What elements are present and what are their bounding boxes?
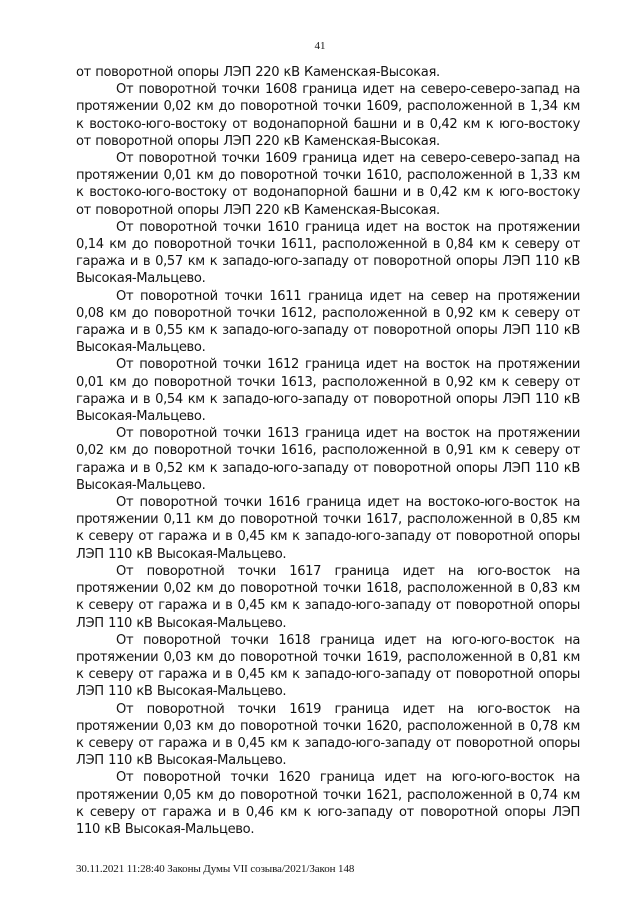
paragraph: От поворотной точки 1611 граница идет на север на протяжении 0,08 км до поворотной точки 1612, расположенной в 0,92 км к северу от гаража и в 0,55 км к западо-юго-западу от поворотной опоры ЛЭП 110 кВ Высокая-Мальцево.: [76, 288, 580, 356]
paragraph: От поворотной точки 1616 граница идет на востоко-юго-восток на протяжении 0,11 км до поворотной точки 1617, расположенной в 0,85 км к северу от гаража и в 0,45 км к западо-юго-западу от поворотной опоры ЛЭП 110 кВ Высокая-Мальцево.: [76, 495, 580, 562]
paragraph-continuation: от поворотной опоры ЛЭП 220 кВ Каменская-Высокая.: [76, 65, 440, 80]
paragraph: От поворотной точки 1609 граница идет на северо-северо-запад на протяжении 0,01 км до поворотной точки 1610, расположенной в 1,33 км к востоко-юго-востоку от водонапорной башни и в 0,42 км к юго-востоку от поворотной опоры ЛЭП 220 кВ Каменская-Высокая.: [76, 151, 580, 218]
paragraph: От поворотной точки 1620 граница идет на юго-юго-восток на протяжении 0,05 км до поворотной точки 1621, расположенной в 0,74 км к северу от гаража и в 0,46 км к юго-западу от поворотной опоры ЛЭП 110 кВ Высокая-Мальцево.: [76, 770, 580, 837]
paragraph: От поворотной точки 1617 граница идет на юго-восток на протяжении 0,02 км до поворотной точки 1618, расположенной в 0,83 км к северу от гаража и в 0,45 км к западо-юго-западу от поворотной опоры ЛЭП 110 кВ Высокая-Мальцево.: [76, 563, 580, 631]
paragraph: От поворотной точки 1613 граница идет на восток на протяжении 0,02 км до поворотной точки 1616, расположенной в 0,91 км к северу от гаража и в 0,52 км к западо-юго-западу от поворотной опоры ЛЭП 110 кВ Высокая-Мальцево.: [76, 426, 580, 493]
document-footer: 30.11.2021 11:28:40 Законы Думы VII созыва/2021/Закон 148: [76, 863, 355, 875]
paragraph: От поворотной точки 1610 граница идет на восток на протяжении 0,14 км до поворотной точки 1611, расположенной в 0,84 км к северу от гаража и в 0,57 км к западо-юго-западу от поворотной опоры ЛЭП 110 кВ Высокая-Мальцево.: [76, 219, 580, 287]
page-number: 41: [314, 40, 326, 52]
paragraph: От поворотной точки 1619 граница идет на юго-восток на протяжении 0,03 км до поворотной точки 1620, расположенной в 0,78 км к северу от гаража и в 0,45 км к западо-юго-западу от поворотной опоры ЛЭП 110 кВ Высокая-Мальцево.: [76, 701, 580, 769]
paragraph: От поворотной точки 1618 граница идет на юго-юго-восток на протяжении 0,03 км до поворотной точки 1619, расположенной в 0,81 км к северу от гаража и в 0,45 км к западо-юго-западу от поворотной опоры ЛЭП 110 кВ Высокая-Мальцево.: [76, 632, 580, 700]
document-body: [76, 64, 580, 838]
paragraph: От поворотной точки 1608 граница идет на северо-северо-запад на протяжении 0,02 км до поворотной точки 1609, расположенной в 1,34 км к востоко-юго-востоку от водонапорной башни и в 0,42 км к юго-востоку от поворотной опоры ЛЭП 220 кВ Каменская-Высокая.: [76, 82, 580, 149]
paragraph: От поворотной точки 1612 граница идет на восток на протяжении 0,01 км до поворотной точки 1613, расположенной в 0,92 км к северу от гаража и в 0,54 км к западо-юго-западу от поворотной опоры ЛЭП 110 кВ Высокая-Мальцево.: [76, 357, 580, 425]
